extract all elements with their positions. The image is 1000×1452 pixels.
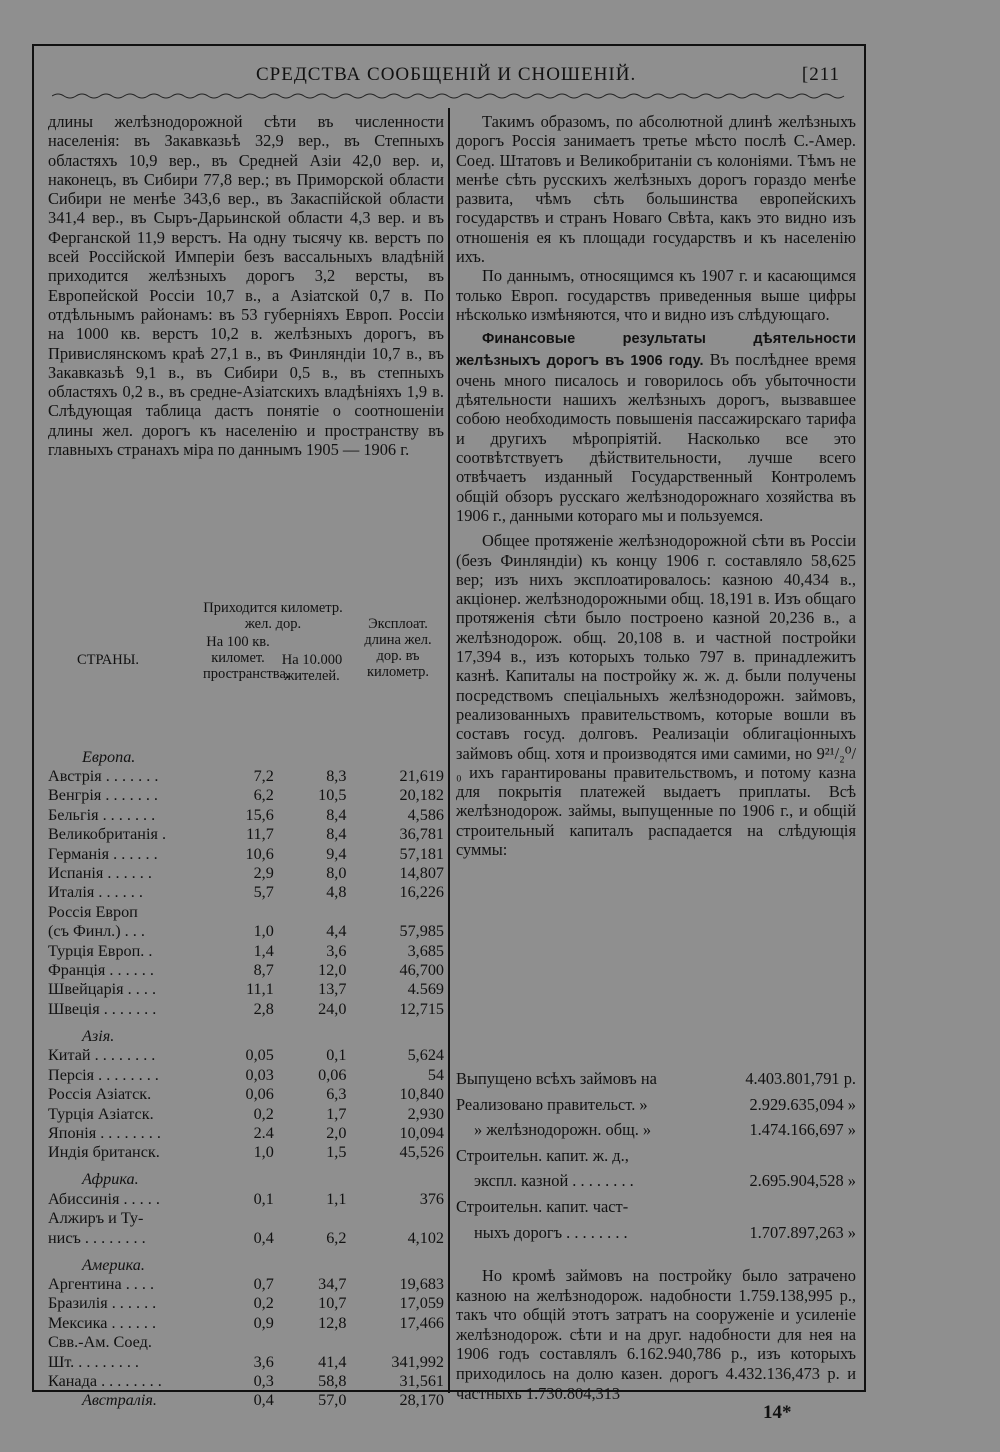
country-name: Алжиръ и Ту-	[48, 1209, 144, 1228]
table-row	[48, 1372, 444, 1391]
sum-label: » желѣзнодорожн. общ. »	[474, 1120, 652, 1140]
per-area-value	[223, 1209, 274, 1228]
length-value: 16,226	[399, 883, 444, 902]
country-name: Австрія . . . . . . .	[48, 767, 159, 785]
per-area-value: 0,03	[245, 1065, 274, 1084]
per-area-value: 1,0	[253, 922, 274, 941]
right-paragraph-3-body: Въ послѣднее время очень много писалось и говорилось объ убыточности дѣятельности нашихъ желѣзныхъ дорогъ, вызвавшее собою необходимость повышенія пассажирскаго тарифа и другихъ мѣропріятій. Насколько все это соотвѣтствуетъ дѣйствительности, лучше всего отвѣчаетъ изданный Государственный Контролемъ общій обзоръ русскаго желѣзнодорожнаго хозяйства въ 1906 г., данными котораго мы и пользуемся.	[456, 349, 856, 525]
sum-row	[456, 1168, 856, 1194]
length-value: 14,807	[399, 864, 444, 883]
signature-mark: 14*	[763, 1402, 792, 1423]
table-row	[48, 1209, 444, 1228]
table-row	[48, 1333, 444, 1352]
per-area-value: 11,7	[246, 825, 274, 844]
per-pop-value: 12,0	[318, 961, 347, 980]
region-row	[48, 1248, 444, 1275]
col-per-area-header: На 100 кв. километ. пространства.	[203, 634, 290, 682]
sum-row	[456, 1143, 856, 1169]
per-area-value	[223, 1333, 274, 1352]
table-row	[48, 1000, 444, 1019]
per-pop-value: 0,1	[326, 1046, 347, 1065]
page-number: [211	[801, 64, 840, 85]
per-pop-value: 8,0	[326, 864, 347, 883]
country-name: Свв.-Ам. Соед.	[48, 1333, 152, 1352]
col-group-header: Приходится километр. жел. дор.	[203, 600, 343, 632]
section-heading: Финансовые результаты дѣятельности желѣзныхъ дорогъ въ 1906 году.	[456, 331, 856, 369]
length-value	[346, 1333, 444, 1352]
country-name: Турція Азіатск.	[48, 1104, 154, 1123]
table-header	[48, 600, 444, 734]
page-frame	[32, 44, 866, 1410]
table-row	[48, 903, 444, 922]
length-value	[346, 903, 444, 922]
table-row	[48, 1229, 444, 1248]
table-row	[48, 980, 444, 999]
col-countries-header: СТРАНЫ.	[77, 652, 139, 668]
per-area-value: 2,9	[253, 864, 274, 883]
region-label: Азія.	[82, 1026, 115, 1045]
table-row	[48, 1143, 444, 1162]
region-label: Европа.	[82, 747, 136, 766]
table-row	[48, 1124, 444, 1143]
per-pop-value: 12,8	[318, 1313, 347, 1332]
table-row	[48, 1391, 444, 1410]
railway-stats-table	[48, 740, 444, 1411]
per-area-value: 1,4	[253, 941, 274, 960]
length-value: 20,182	[399, 786, 444, 805]
right-paragraph-3	[456, 328, 856, 525]
table-row	[48, 1066, 444, 1085]
country-name: Швейцарія . . . .	[48, 980, 156, 999]
per-pop-value: 6,3	[326, 1085, 347, 1104]
length-value: 46,700	[399, 961, 444, 980]
length-value: 12,715	[399, 999, 444, 1018]
table-row	[48, 786, 444, 805]
length-value: 45,526	[399, 1143, 444, 1162]
per-pop-value: 57,0	[318, 1391, 347, 1410]
country-name: Бразилія . . . . . .	[48, 1294, 157, 1313]
sum-row	[456, 1220, 856, 1246]
country-name: Аргентина . . . .	[48, 1274, 155, 1293]
per-area-value: 0,1	[253, 1189, 274, 1208]
country-name: Франція . . . . . .	[48, 961, 154, 980]
table-row	[48, 845, 444, 864]
per-area-value: 10,6	[245, 844, 274, 863]
per-pop-value: 10,5	[318, 786, 347, 805]
right-paragraph-2: По даннымъ, относящимся къ 1907 г. и касающимся только Европ. государствъ приведенныя выше цифры нѣсколько измѣняются, что и видно изъ слѣдующаго.	[456, 266, 856, 324]
per-area-value: 0,06	[245, 1085, 274, 1104]
per-pop-value: 0,06	[318, 1065, 347, 1084]
per-area-value: 0,4	[253, 1391, 274, 1410]
running-header	[34, 60, 864, 90]
sum-value: 2.695.904,528 »	[749, 1171, 856, 1191]
right-column-bottom	[456, 1266, 856, 1403]
length-value: 28,170	[399, 1391, 444, 1410]
table-row	[48, 1294, 444, 1313]
country-name: Венгрія . . . . . . .	[48, 786, 158, 805]
per-pop-value: 4,8	[326, 883, 347, 902]
country-name: Италія . . . . . .	[48, 883, 143, 902]
per-pop-value: 58,8	[318, 1371, 347, 1390]
per-area-value: 0,7	[253, 1274, 274, 1293]
country-name: Турція Европ. .	[48, 941, 153, 960]
region-row	[48, 740, 444, 767]
per-pop-value: 6,2	[326, 1228, 347, 1247]
length-value: 17,059	[399, 1294, 444, 1313]
sum-label: экспл. казной . . . . . . . .	[474, 1171, 634, 1191]
length-value: 19,683	[399, 1274, 444, 1293]
country-name: Австралія.	[82, 1391, 157, 1410]
per-area-value: 6,2	[253, 786, 274, 805]
length-value: 10,840	[399, 1085, 444, 1104]
per-area-value: 0,3	[253, 1371, 274, 1390]
table-row	[48, 942, 444, 961]
table-row	[48, 1105, 444, 1124]
per-pop-value: 8,4	[326, 825, 347, 844]
per-pop-value: 1,7	[326, 1104, 347, 1123]
table-row	[48, 825, 444, 844]
sums-list	[456, 1066, 856, 1245]
length-value: 36,781	[399, 825, 444, 844]
per-pop-value: 3,6	[326, 941, 347, 960]
sum-value: 1.474.166,697 »	[749, 1120, 856, 1140]
per-pop-value: 13,7	[318, 980, 347, 999]
left-column-text	[48, 112, 444, 459]
length-value: 2,930	[407, 1104, 444, 1123]
per-pop-value: 2,0	[326, 1123, 347, 1142]
col-length-header: Эксплоат. длина жел. дор. въ километр.	[364, 616, 432, 680]
length-value: 21,619	[399, 767, 444, 785]
table-row	[48, 864, 444, 883]
length-value: 341,992	[391, 1352, 444, 1371]
sum-row	[456, 1117, 856, 1143]
table-row	[48, 1275, 444, 1294]
length-value: 17,466	[399, 1313, 444, 1332]
region-row	[48, 1163, 444, 1190]
sum-label: Реализовано правительст. »	[456, 1094, 648, 1114]
region-label: Африка.	[82, 1170, 139, 1189]
country-name: нисъ . . . . . . . .	[48, 1228, 146, 1247]
country-name: Германія . . . . . .	[48, 844, 158, 863]
length-value: 4,586	[407, 805, 444, 824]
length-value: 54	[427, 1065, 444, 1084]
per-pop-value: 1,5	[326, 1143, 347, 1162]
country-name: Россія Азіатск.	[48, 1085, 152, 1104]
sum-row	[456, 1092, 856, 1118]
per-area-value: 11,1	[246, 980, 274, 999]
length-value: 10,094	[399, 1123, 444, 1142]
sum-value: 2.929.635,094 »	[749, 1094, 856, 1114]
length-value: 4,102	[407, 1228, 444, 1247]
length-value: 3,685	[407, 941, 444, 960]
per-pop-value: 41,4	[318, 1352, 347, 1371]
table-row	[48, 1046, 444, 1065]
country-name: Великобританія .	[48, 825, 167, 844]
table-row	[48, 1190, 444, 1209]
sum-row	[456, 1066, 856, 1092]
length-value: 5,624	[407, 1046, 444, 1065]
per-area-value: 2.4	[253, 1123, 274, 1142]
country-name: Абиссинія . . . . .	[48, 1189, 160, 1208]
per-pop-value: 4,4	[326, 922, 347, 941]
country-name: Китай . . . . . . . .	[48, 1046, 156, 1065]
per-pop-value: 10,7	[318, 1294, 347, 1313]
per-area-value: 15,6	[245, 805, 274, 824]
column-rule	[448, 108, 450, 1393]
table-row	[48, 806, 444, 825]
sum-value: 1.707.897,263 »	[749, 1222, 856, 1242]
country-name: Бельгія . . . . . . .	[48, 805, 156, 824]
right-paragraph-4: Общее протяженіе желѣзнодорожной сѣти въ Россіи (безъ Финляндіи) къ концу 1906 г. составляло 58,625 вер; изъ нихъ эксплоатировалось: казною 40,434 в., акціонер. желѣзнодорожными общ. 18,191 в. Изъ общаго протяженія сѣти было построено казной 20,236 в., а желѣзнодорож. общ. 20,108 в. и частной постройки 17,394 в., изъ которыхъ только 797 в. принадлежитъ казнѣ. Капиталы на постройку ж. ж. д. были получены посредствомъ спеціальныхъ желѣзнодорожн. займовъ, реализованныхъ правительствомъ, которые вошли въ составъ госуд. долговъ. Реализаціи облигаціонныхъ займовъ общ. хотя и производятся ими самими, но 9²¹/₂⁰/₀ ихъ гарантированы правительствомъ, и потому казна для покрытія платежей выдаетъ приплаты. Всѣ желѣзнодорож. займы, выпущенные по 1906 г., и общій строительный капиталъ распадается на слѣдующія суммы:	[456, 531, 856, 859]
region-label: Америка.	[82, 1255, 145, 1274]
length-value: 57,181	[399, 844, 444, 863]
per-area-value: 0,4	[253, 1228, 274, 1247]
per-area-value: 2,8	[253, 999, 274, 1018]
sum-label: Строительн. капит. ж. д.,	[456, 1145, 629, 1165]
right-column-text	[456, 112, 856, 859]
country-name: Индія британск.	[48, 1143, 160, 1162]
per-area-value: 0,9	[253, 1313, 274, 1332]
right-paragraph-1: Такимъ образомъ, по абсолютной длинѣ желѣзныхъ дорогъ Россія занимаетъ третье мѣсто послѣ С.-Амер. Соед. Штатовъ и Великобританіи съ колоніями. Тѣмъ не менѣе сѣть русскихъ желѣзныхъ дорогъ гораздо менѣе развита, чѣмъ сѣть большинства европейскихъ государствъ и странъ Новаго Свѣта, какъ это видно изъ отношенія ея къ площади государствъ и къ населенію ихъ.	[456, 112, 856, 267]
right-paragraph-5: Но кромѣ займовъ на постройку было затрачено казною на желѣзнодорож. надобности 1.759.138,995 р., такъ что общій этотъ затратъ на сооруженіе и усиленіе желѣзнодорож. сѣти и на друг. надобности для нея на 1906 годъ составлялъ 6.162.940,786 р., изъ которыхъ приходилось на долю казен. дорогъ 4.432.136,473 р. и частныхъ 1.730.804,313	[456, 1266, 856, 1403]
sum-label: ныхъ дорогъ . . . . . . . .	[474, 1222, 628, 1242]
per-area-value	[223, 903, 274, 922]
country-name: (съ Финл.) . . .	[48, 922, 145, 941]
wavy-rule	[52, 92, 850, 100]
length-value: 4.569	[407, 980, 444, 999]
per-pop-value: 8,4	[326, 805, 347, 824]
country-name: Испанія . . . . . .	[48, 864, 152, 883]
left-paragraph: длины желѣзнодорожной сѣти въ численности населенія: въ Закавказьѣ 32,9 вер., въ Степныхъ областяхъ 10,9 вер., въ Средней Азіи 42,0 вер. и, наконецъ, въ Сибири 77,8 вер.; въ Приморской области Сибири не менѣе 343,6 вер., въ Закаспійской области 341,4 вер., въ Сыръ-Дарьинской области 4,3 вер. и въ Ферганской 11,9 верстъ. На одну тысячу кв. верстъ по всей Россійской Имперіи безъ вассальныхъ владѣній приходится желѣзныхъ дорогъ 3,2 версты, въ Европейской Россіи 10,7 в., а Азіатской 0,7 в. По отдѣльнымъ районамъ: въ 53 губерніяхъ Европ. Россіи на 1000 кв. верстъ 10,2 в. желѣзныхъ дорогъ, въ Привислянскомъ краѣ 27,1 в., въ Финляндіи 10,7 в., въ Закавказьѣ 9,1 в., въ Сибири 0,5 в., въ степныхъ областяхъ 0,2 в., въ средне-Азіатскихъ владѣніяхъ 1,9 в. Слѣдующая таблица дастъ понятіе о соотношеніи длины жел. дорогъ къ населенію и пространству въ главныхъ странахъ міра по даннымъ 1905 — 1906 г.	[48, 112, 444, 460]
country-name: Мексика . . . . . .	[48, 1313, 157, 1332]
country-name: Россія Европ	[48, 902, 138, 921]
sum-label: Выпущено всѣхъ займовъ на	[456, 1069, 657, 1088]
table-row	[48, 1353, 444, 1372]
per-pop-value	[274, 1209, 347, 1228]
per-area-value: 7,2	[253, 767, 274, 785]
per-area-value: 0,05	[245, 1046, 274, 1065]
per-pop-value: 9,4	[326, 844, 347, 863]
per-area-value: 3,6	[253, 1352, 274, 1371]
length-value	[346, 1209, 444, 1228]
country-name: Японія . . . . . . . .	[48, 1123, 161, 1142]
table-row	[48, 883, 444, 902]
per-area-value: 0,2	[253, 1104, 274, 1123]
length-value: 31,561	[399, 1371, 444, 1390]
country-name: Шт. . . . . . . . .	[48, 1352, 139, 1371]
per-area-value: 0,2	[253, 1294, 274, 1313]
per-pop-value: 1,1	[326, 1189, 347, 1208]
country-name: Канада . . . . . . . .	[48, 1371, 162, 1390]
length-value: 57,985	[399, 922, 444, 941]
country-name: Швеція . . . . . . .	[48, 999, 157, 1018]
table-row	[48, 961, 444, 980]
page-title: СРЕДСТВА СООБЩЕНІЙ И СНОШЕНІЙ.	[256, 64, 637, 85]
per-pop-value: 8,3	[326, 767, 347, 785]
per-area-value: 5,7	[253, 883, 274, 902]
table-row	[48, 767, 444, 786]
per-pop-value	[274, 903, 347, 922]
col-per-pop-header: На 10.000 жителей.	[281, 652, 343, 684]
sum-row	[456, 1194, 856, 1220]
country-name: Персія . . . . . . . .	[48, 1065, 159, 1084]
per-pop-value: 34,7	[318, 1274, 347, 1293]
length-value: 376	[419, 1189, 444, 1208]
table-row	[48, 1314, 444, 1333]
table-row	[48, 1085, 444, 1104]
table-row	[48, 922, 444, 941]
sum-value: 4.403.801,791 р.	[745, 1069, 856, 1088]
per-area-value: 1,0	[253, 1143, 274, 1162]
region-row	[48, 1019, 444, 1046]
per-pop-value: 24,0	[318, 999, 347, 1018]
per-pop-value	[274, 1333, 347, 1352]
per-area-value: 8,7	[253, 961, 274, 980]
sum-label: Строительн. капит. част-	[456, 1196, 629, 1216]
